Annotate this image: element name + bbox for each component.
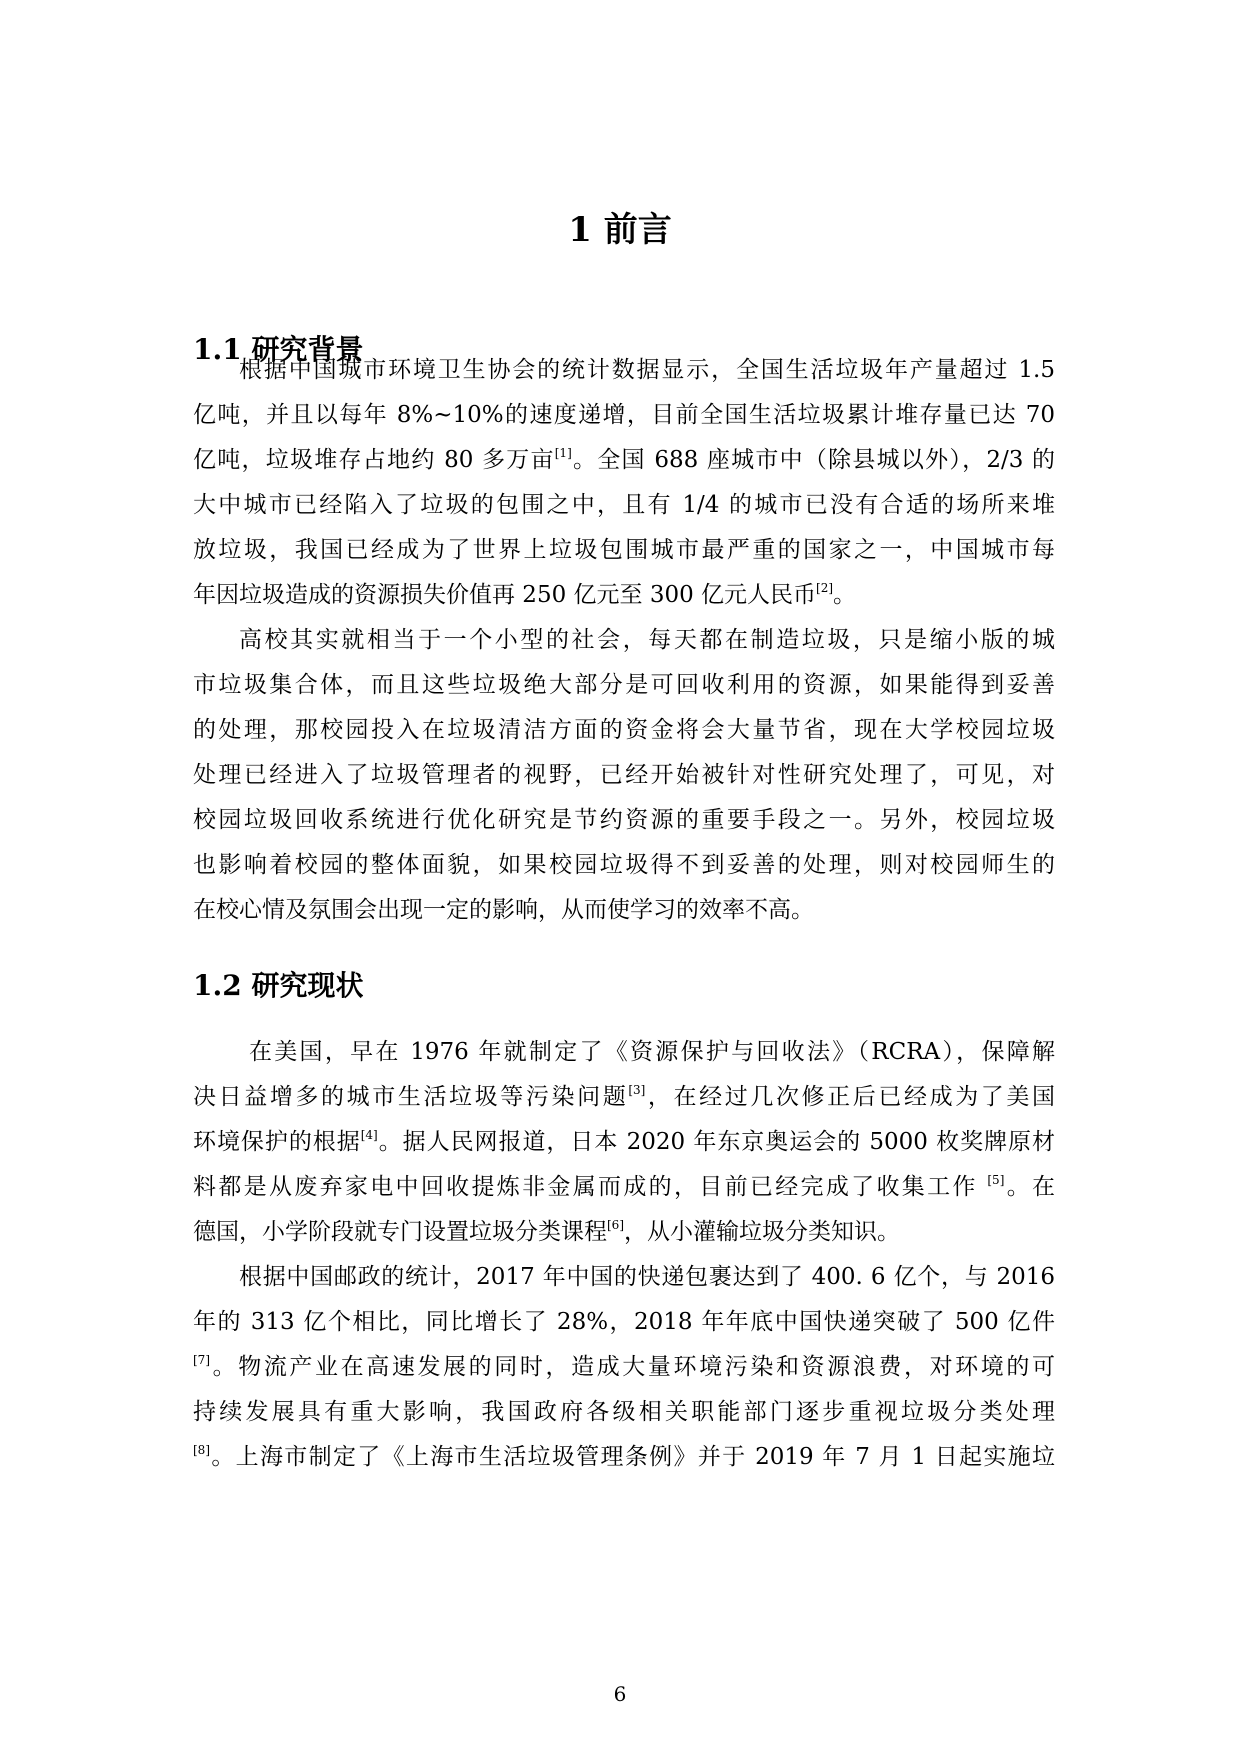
- text-line: [193, 1350, 1055, 1384]
- page-number: 6: [613, 1682, 627, 1706]
- citation-ref: [2]: [816, 581, 834, 595]
- text-line: 在美国，早在 1976 年就制定了《资源保护与回收法》（RCRA），保障解: [249, 1039, 1055, 1065]
- citation-ref: [5]: [987, 1173, 1005, 1187]
- text-line: 持续发展具有重大影响，我国政府各级相关职能部门逐步重视垃圾分类处理: [193, 1399, 1055, 1425]
- citation-ref: [6]: [607, 1218, 624, 1232]
- text-line: [193, 1080, 1055, 1114]
- text-segment: 。全国 688 座城市中（除县城以外），2/3 的: [571, 447, 1055, 473]
- citation-ref: [4]: [360, 1128, 378, 1142]
- citation-ref: [1]: [554, 446, 572, 460]
- text-segment: 。: [833, 582, 857, 608]
- text-line: 年的 313 亿个相比，同比增长了 28%，2018 年年底中国快递突破了 500 亿件: [193, 1309, 1055, 1335]
- text-segment: 年因垃圾造成的资源损失价值再 250 亿元至 300 亿元人民币: [193, 582, 817, 608]
- section-heading-1-1: 1.1 研究背景: [193, 333, 364, 366]
- text-segment: 。上海市制定了《上海市生活垃圾管理条例》并于 2019 年 7 月 1 日起实施垃: [210, 1444, 1055, 1470]
- text-line: 也影响着校园的整体面貌，如果校园垃圾得不到妥善的处理，则对校园师生的: [193, 852, 1055, 878]
- citation-ref: [7]: [193, 1353, 210, 1367]
- text-line: 的处理，那校园投入在垃圾清洁方面的资金将会大量节省，现在大学校园垃圾: [193, 717, 1055, 743]
- text-line: 高校其实就相当于一个小型的社会，每天都在制造垃圾，只是缩小版的城: [239, 627, 1055, 653]
- text-segment: ，在经过几次修正后已经成为了美国: [645, 1084, 1055, 1110]
- text-line: [193, 1170, 1055, 1204]
- text-line: 放垃圾，我国已经成为了世界上垃圾包围城市最严重的国家之一，中国城市每: [193, 537, 1055, 563]
- citation-ref: [3]: [628, 1083, 646, 1097]
- text-segment: 决日益增多的城市生活垃圾等污染问题: [193, 1084, 629, 1110]
- text-line: 在校心情及氛围会出现一定的影响，从而使学习的效率不高。: [193, 897, 814, 923]
- text-line: [193, 1125, 1055, 1159]
- text-line: 处理已经进入了垃圾管理者的视野，已经开始被针对性研究处理了，可见，对: [193, 762, 1055, 788]
- text-line: 市垃圾集合体，而且这些垃圾绝大部分是可回收利用的资源，如果能得到妥善: [193, 672, 1055, 698]
- text-segment: 。物流产业在高速发展的同时，造成大量环境污染和资源浪费，对环境的可: [210, 1354, 1055, 1380]
- text-segment: ，从小灌输垃圾分类知识。: [624, 1219, 900, 1245]
- text-line: 大中城市已经陷入了垃圾的包围之中，且有 1/4 的城市已没有合适的场所来堆: [193, 492, 1055, 518]
- text-line: [193, 443, 1055, 477]
- text-line: [193, 1215, 1055, 1249]
- text-segment: 。在: [1004, 1174, 1055, 1200]
- text-segment: 环境保护的根据: [193, 1129, 361, 1155]
- text-line: 根据中国邮政的统计，2017 年中国的快递包裹达到了 400. 6 亿个，与 2016: [239, 1264, 1055, 1290]
- text-line: 根据中国城市环境卫生协会的统计数据显示，全国生活垃圾年产量超过 1.5: [239, 357, 1055, 383]
- section-heading-1-2: 1.2 研究现状: [193, 969, 364, 1002]
- text-line: [193, 578, 1055, 612]
- text-segment: 。据人民网报道，日本 2020 年东京奥运会的 5000 枚奖牌原材: [377, 1129, 1055, 1155]
- text-line: [193, 1440, 1055, 1474]
- text-segment: 德国，小学阶段就专门设置垃圾分类课程: [193, 1219, 607, 1245]
- text-segment: 亿吨，垃圾堆存占地约 80 多万亩: [193, 447, 555, 473]
- citation-ref: [8]: [193, 1443, 210, 1457]
- text-line: 校园垃圾回收系统进行优化研究是节约资源的重要手段之一。另外，校园垃圾: [193, 807, 1055, 833]
- chapter-title: 1 前言: [568, 210, 672, 250]
- text-line: 亿吨，并且以每年 8%~10%的速度递增，目前全国生活垃圾累计堆存量已达 70: [193, 402, 1055, 428]
- text-segment: 料都是从废弃家电中回收提炼非金属而成的，目前已经完成了收集工作: [193, 1174, 988, 1200]
